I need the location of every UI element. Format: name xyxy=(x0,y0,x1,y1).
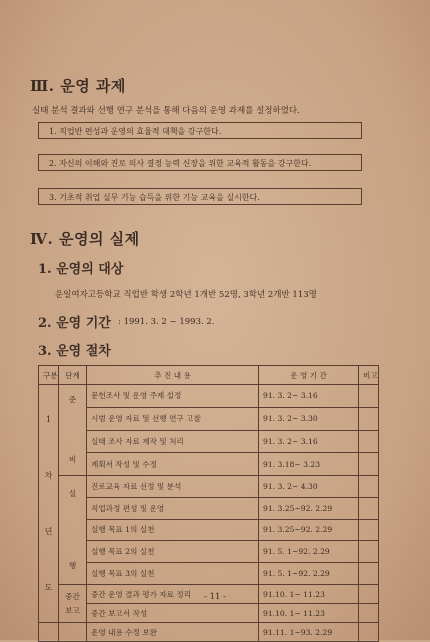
header-period: 운 영 기 간 xyxy=(259,366,359,385)
table-row xyxy=(39,497,379,519)
subsection-period-title: 2. 운영 기간 xyxy=(38,316,111,331)
table-row xyxy=(39,541,379,563)
page-number: - 11 - xyxy=(204,592,226,602)
period-cell: 91. 3. 2~ 3.16 xyxy=(259,430,359,453)
stage-cell-continued xyxy=(59,623,87,642)
remarks-cell xyxy=(359,604,379,623)
period-cell: 91.11. 1~93. 2.29 xyxy=(259,623,359,642)
task-cell: 중간 운영 결과 평가 자료 정리 xyxy=(87,585,259,604)
header-remarks: 비고 xyxy=(359,366,379,385)
category-year-label: 1 차 년 도 xyxy=(44,414,53,592)
period-cell: 91.10. 1~ 11.23 xyxy=(259,604,359,623)
task-cell: 실태 조사 자료 제작 및 처리 xyxy=(87,430,259,453)
remarks-cell xyxy=(359,563,379,585)
section-title-3: Ⅲ. 운영 과제 xyxy=(30,77,126,95)
subsection-procedure-title: 3. 운영 절차 xyxy=(38,344,111,359)
stage-report: 중간 보고 xyxy=(59,585,87,623)
table-row xyxy=(39,407,379,430)
table-row xyxy=(39,604,379,623)
remarks-cell xyxy=(359,623,379,642)
remarks-cell xyxy=(359,497,379,519)
stage-prep: 준 비 xyxy=(59,385,87,476)
task-cell: 진로교육 자료 선정 및 분석 xyxy=(87,476,259,498)
table-row xyxy=(39,385,379,408)
task-cell: 중간 보고서 작성 xyxy=(87,604,259,623)
period-cell: 91.10. 1~ 11.23 xyxy=(259,585,359,604)
period-cell: 91. 3.25~92. 2.29 xyxy=(259,519,359,541)
period-cell: 91. 3. 2~ 3.16 xyxy=(259,385,359,408)
remarks-cell xyxy=(359,385,379,408)
task-cell: 실행 목표 3의 실천 xyxy=(87,563,259,585)
task-cell: 실행 목표 1의 실천 xyxy=(87,519,259,541)
table-row xyxy=(39,519,379,541)
table-row xyxy=(39,476,379,498)
table-row xyxy=(39,453,379,476)
header-category: 구분 xyxy=(39,366,59,385)
period-cell: 91. 3. 2~ 3.30 xyxy=(259,407,359,430)
remarks-cell xyxy=(359,430,379,453)
period-cell: 91. 5. 1~92. 2.29 xyxy=(259,563,359,585)
remarks-cell xyxy=(359,519,379,541)
table-row xyxy=(39,623,379,642)
subsection-target-title: 1. 운영의 대상 xyxy=(38,262,124,277)
task-cell: 문헌조사 및 운영 주제 설정 xyxy=(87,385,259,408)
period-cell: 91. 3.18~ 3.23 xyxy=(259,453,359,476)
stage-execution: 실 행 xyxy=(59,476,87,585)
task-box-1: 1. 직업반 편성과 운영의 효율적 대책을 강구한다. xyxy=(38,122,362,139)
period-cell: 91. 3. 2~ 4.30 xyxy=(259,476,359,498)
table-row xyxy=(39,430,379,453)
task-cell: 운영 내용 수정 보완 xyxy=(87,623,259,642)
section-3-intro: 실태 분석 결과와 선행 연구 분석을 통해 다음의 운영 과제를 설정하였다. xyxy=(32,106,300,116)
task-box-3: 3. 기초적 취업 실무 기능 습득을 위한 기능 교육을 실시한다. xyxy=(38,188,362,205)
section-title-4: Ⅳ. 운영의 실제 xyxy=(30,230,140,248)
period-cell: 91. 5. 1~92. 2.29 xyxy=(259,541,359,563)
period-cell: 91. 3.25~92. 2.29 xyxy=(259,497,359,519)
table-row xyxy=(39,563,379,585)
task-cell: 직업과정 편성 및 운영 xyxy=(87,497,259,519)
task-cell: 시범 운영 자료 및 선행 연구 고찰 xyxy=(87,407,259,430)
task-cell: 실행 목표 2의 실천 xyxy=(87,541,259,563)
header-stage: 단계 xyxy=(59,366,87,385)
remarks-cell xyxy=(359,541,379,563)
remarks-cell xyxy=(359,476,379,498)
task-box-2: 2. 자신의 이해와 진로 의사 결정 능력 신장을 위한 교육적 활동을 강구한다. xyxy=(38,154,362,171)
table-header-row xyxy=(39,366,379,385)
remarks-cell xyxy=(359,407,379,430)
target-description: 운일여자고등학교 직업반 학생 2학년 1개반 52명, 3학년 2개반 113명 xyxy=(55,290,317,300)
period-value: : 1991. 3. 2 ~ 1993. 2. xyxy=(118,317,215,327)
remarks-cell xyxy=(359,453,379,476)
task-cell: 계획서 작성 및 수정 xyxy=(87,453,259,476)
category-cell-continued xyxy=(39,623,59,642)
header-content: 추 진 내 용 xyxy=(87,366,259,385)
category-cell xyxy=(39,385,59,623)
